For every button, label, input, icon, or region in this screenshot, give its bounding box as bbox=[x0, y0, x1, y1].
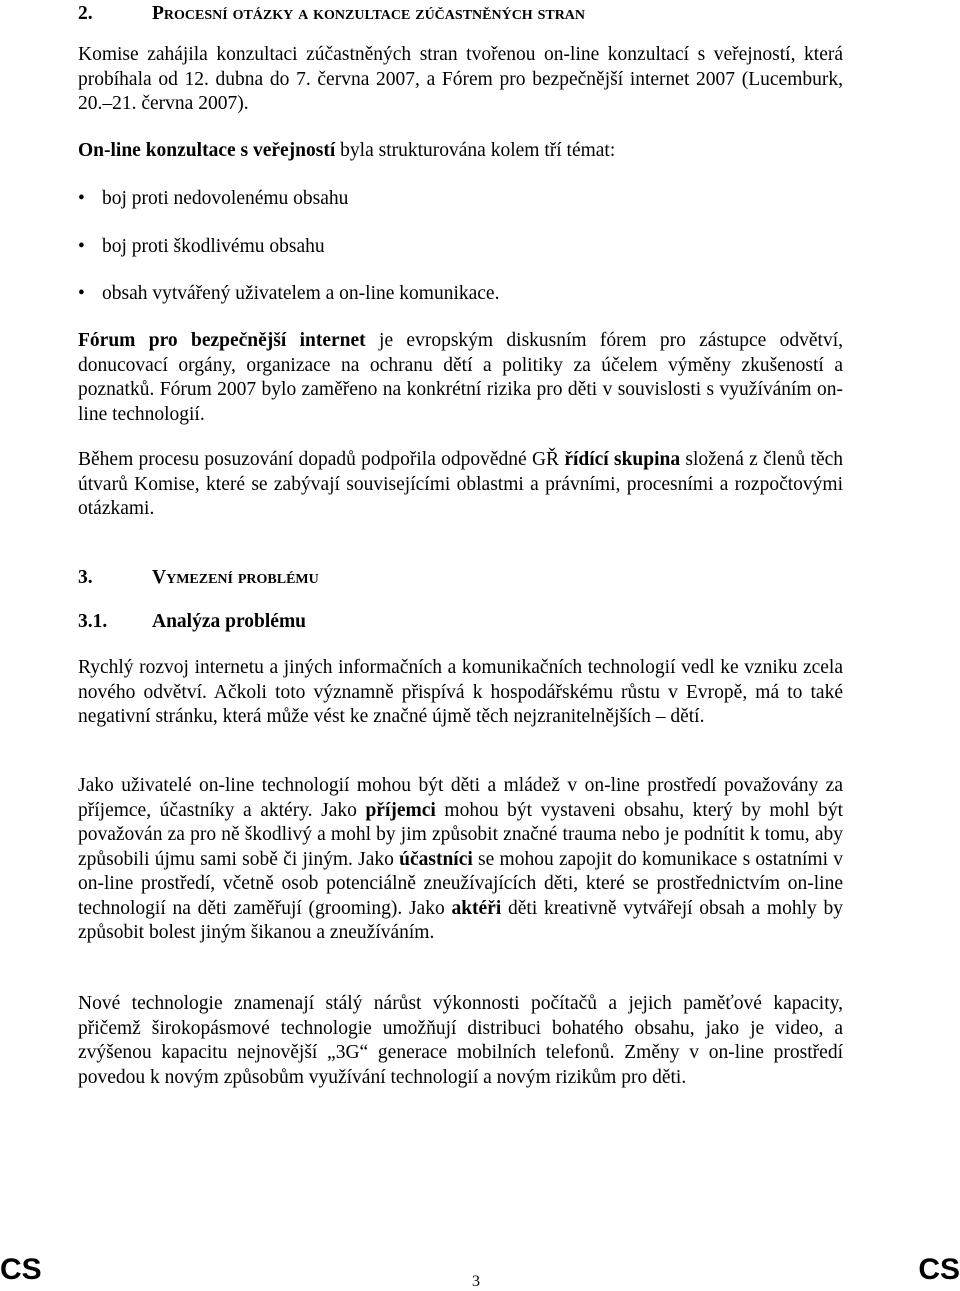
paragraph-steering-group bbox=[78, 448, 843, 522]
bullet-icon: • bbox=[78, 236, 85, 257]
paragraph-consultation-intro: Komise zahájila konzultaci zúčastněných stran tvořenou on-line konzultací s veřejností, která probíhala od 12. dubna do 7. června 2007, a Fórem pro bezpečnější internet 2007 (Lucemburk, 20.–21. června 2007). bbox=[78, 44, 843, 114]
paragraph-new-technologies: Nové technologie znamenají stálý nárůst výkonnosti počítačů a jejich paměťové kapacity, přičemž širokopásmové technologie umožňují distribuci bohatého obsahu, jako je video, a zvýšenou kapacitu nejnovější „3G“ generace mobilních telefonů. Změny v on-line prostředí povedou k novým způsobům využívání technologií a novým rizikům pro děti. bbox=[78, 993, 843, 1088]
footer-language-code-left: CS bbox=[0, 1253, 42, 1286]
forum-rest: je evropským diskusním fórem pro zástupce odvětví, donucovací orgány, organizace na ochranu dětí a politiky za účelem výměny zkušeností a poznatků. Fórum 2007 bylo zaměřeno na konkrétní rizika pro děti v souvislosti s využíváním on-line technologií. bbox=[78, 330, 843, 425]
steering-before: Během procesu posuzování dopadů podpořila odpovědné GŘ bbox=[78, 449, 565, 470]
online-consultation-rest: byla strukturována kolem tří témat: bbox=[335, 140, 616, 161]
paragraph-children-roles bbox=[78, 774, 843, 946]
roles-text-2: mohou být vystaveni obsahu, který by mohl být považován za pro ně škodlivý a mohl by jim způsobit značné trauma nebo je podnítit k tomu, aby způsobili újmu sami sobě či jiným. Jako bbox=[78, 799, 843, 870]
section-2-title: Procesní otázky a konzultace zúčastněných stran bbox=[152, 3, 586, 24]
footer-language-code-right: CS bbox=[918, 1253, 960, 1286]
bullet-icon: • bbox=[78, 188, 85, 209]
roles-text-1: Jako uživatelé on-line technologií mohou být děti a mládež v on-line prostředí považovány za příjemce, účastníky a aktéry. Jako bbox=[78, 775, 843, 821]
section-3-number: 3. bbox=[78, 567, 93, 588]
paragraph-online-consultation bbox=[78, 139, 843, 164]
bullet-icon: • bbox=[78, 283, 85, 304]
steering-after: složená z členů těch útvarů Komise, které se zabývají souvisejícími oblastmi a právními, procesními a rozpočtovými otázkami. bbox=[78, 449, 843, 519]
section-2-number: 2. bbox=[78, 3, 93, 24]
actors-term: aktéři bbox=[451, 897, 502, 919]
paragraph-forum bbox=[78, 329, 843, 427]
roles-text-3: se mohou zapojit do komunikace s ostatními v on-line prostředí, včetně osob potenciálně zneužívajících děti, které se prostřednictvím on-line technologií na děti zaměřují (grooming). Jako bbox=[78, 848, 843, 919]
steering-group-term: řídící skupina bbox=[564, 449, 681, 470]
section-3-title: Vymezení problému bbox=[152, 567, 319, 588]
forum-term: Fórum pro bezpečnější internet bbox=[78, 330, 366, 351]
list-item-text: boj proti nedovolenému obsahu bbox=[102, 188, 349, 209]
page-number: 3 bbox=[472, 1273, 480, 1290]
section-3-1-number: 3.1. bbox=[78, 611, 108, 632]
list-item-text: boj proti škodlivému obsahu bbox=[102, 236, 325, 257]
participants-term: účastníci bbox=[399, 848, 473, 870]
section-3-1-title: Analýza problému bbox=[152, 611, 307, 632]
recipients-term: příjemci bbox=[365, 799, 436, 821]
list-item-text: obsah vytvářený uživatelem a on-line komunikace. bbox=[102, 283, 500, 304]
paragraph-internet-growth: Rychlý rozvoj internetu a jiných informačních a komunikačních technologií vedl ke vzniku zcela nového odvětví. Ačkoli toto významně přispívá k hospodářskému růstu v Evropě, má to také negativní stránku, která může vést ke značné újmě těch nejzranitelnějších – dětí. bbox=[78, 657, 843, 727]
roles-text-4: děti kreativně vytvářejí obsah a mohly by způsobit bolest jiným šikanou a zneužíváním. bbox=[78, 897, 843, 943]
online-consultation-term: On-line konzultace s veřejností bbox=[78, 140, 336, 161]
